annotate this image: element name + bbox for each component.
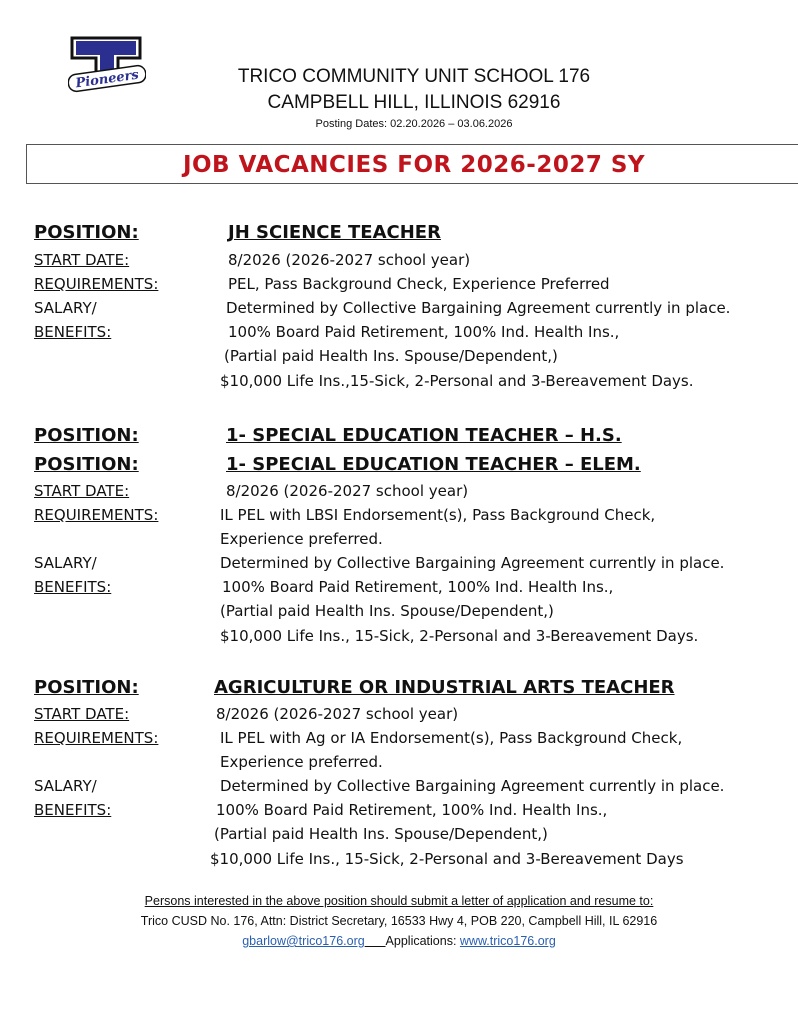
position-label: POSITION: — [34, 425, 139, 446]
salary-label: SALARY/ — [34, 299, 97, 317]
benefits-line: $10,000 Life Ins., 15-Sick, 2-Personal and 3-Bereavement Days. — [220, 627, 699, 645]
position-label: POSITION: — [34, 677, 139, 698]
start-date-label: START DATE: — [34, 705, 130, 723]
salary-value: Determined by Collective Bargaining Agreement currently in place. — [226, 299, 731, 317]
start-date-label: START DATE: — [34, 251, 130, 269]
salary-value: Determined by Collective Bargaining Agreement currently in place. — [220, 777, 725, 795]
position-label: POSITION: — [34, 222, 139, 243]
website-link[interactable]: www.trico176.org — [459, 934, 556, 948]
position-title: AGRICULTURE OR INDUSTRIAL ARTS TEACHER — [214, 677, 675, 698]
benefits-line: 100% Board Paid Retirement, 100% Ind. Health Ins., — [228, 323, 620, 341]
requirements-label: REQUIREMENTS: — [34, 275, 159, 293]
salary-label: SALARY/ — [34, 777, 97, 795]
logo-script-text: Pioneers — [74, 67, 140, 92]
start-date-value: 8/2026 (2026-2027 school year) — [228, 251, 471, 269]
start-date-value: 8/2026 (2026-2027 school year) — [226, 482, 469, 500]
benefits-line: 100% Board Paid Retirement, 100% Ind. Health Ins., — [222, 578, 614, 596]
start-date-label: START DATE: — [34, 482, 130, 500]
benefits-line: (Partial paid Health Ins. Spouse/Dependent,) — [224, 347, 558, 365]
benefits-line: (Partial paid Health Ins. Spouse/Dependent,) — [214, 825, 548, 843]
school-city: CAMPBELL HILL, ILLINOIS 62916 — [267, 92, 561, 113]
position-title: JH SCIENCE TEACHER — [228, 222, 441, 243]
benefits-label: BENEFITS: — [34, 801, 112, 819]
position-label: POSITION: — [34, 454, 139, 475]
footer-instructions: Persons interested in the above position should submit a letter of application and resume to: — [144, 894, 654, 908]
salary-value: Determined by Collective Bargaining Agreement currently in place. — [220, 554, 725, 572]
benefits-label: BENEFITS: — [34, 323, 112, 341]
requirements-value: Experience preferred. — [220, 530, 383, 548]
position-title: 1- SPECIAL EDUCATION TEACHER – ELEM. — [226, 454, 641, 475]
requirements-value: Experience preferred. — [220, 753, 383, 771]
applications-label: Applications: — [385, 934, 457, 948]
school-name: TRICO COMMUNITY UNIT SCHOOL 176 — [237, 66, 591, 87]
salary-label: SALARY/ — [34, 554, 97, 572]
benefits-line: $10,000 Life Ins., 15-Sick, 2-Personal and 3-Bereavement Days — [210, 850, 684, 868]
requirements-label: REQUIREMENTS: — [34, 729, 159, 747]
position-title: 1- SPECIAL EDUCATION TEACHER – H.S. — [226, 425, 622, 446]
requirements-value: IL PEL with LBSI Endorsement(s), Pass Background Check, — [220, 506, 656, 524]
benefits-label: BENEFITS: — [34, 578, 112, 596]
requirements-value: IL PEL with Ag or IA Endorsement(s), Pass Background Check, — [220, 729, 683, 747]
page-title: JOB VACANCIES FOR 2026-2027 SY — [182, 152, 646, 178]
start-date-value: 8/2026 (2026-2027 school year) — [216, 705, 459, 723]
requirements-label: REQUIREMENTS: — [34, 506, 159, 524]
benefits-line: 100% Board Paid Retirement, 100% Ind. Health Ins., — [216, 801, 608, 819]
email-link[interactable]: gbarlow@trico176.org — [242, 934, 365, 948]
posting-dates: Posting Dates: 02.20.2026 – 03.06.2026 — [315, 118, 513, 130]
benefits-line: (Partial paid Health Ins. Spouse/Dependent,) — [220, 602, 554, 620]
footer-address: Trico CUSD No. 176, Attn: District Secretary, 16533 Hwy 4, POB 220, Campbell Hill, IL 62916 — [140, 914, 658, 928]
footer-contact — [0, 934, 798, 948]
benefits-line: $10,000 Life Ins.,15-Sick, 2-Personal and 3-Bereavement Days. — [220, 372, 694, 390]
requirements-value: PEL, Pass Background Check, Experience Preferred — [228, 275, 610, 293]
